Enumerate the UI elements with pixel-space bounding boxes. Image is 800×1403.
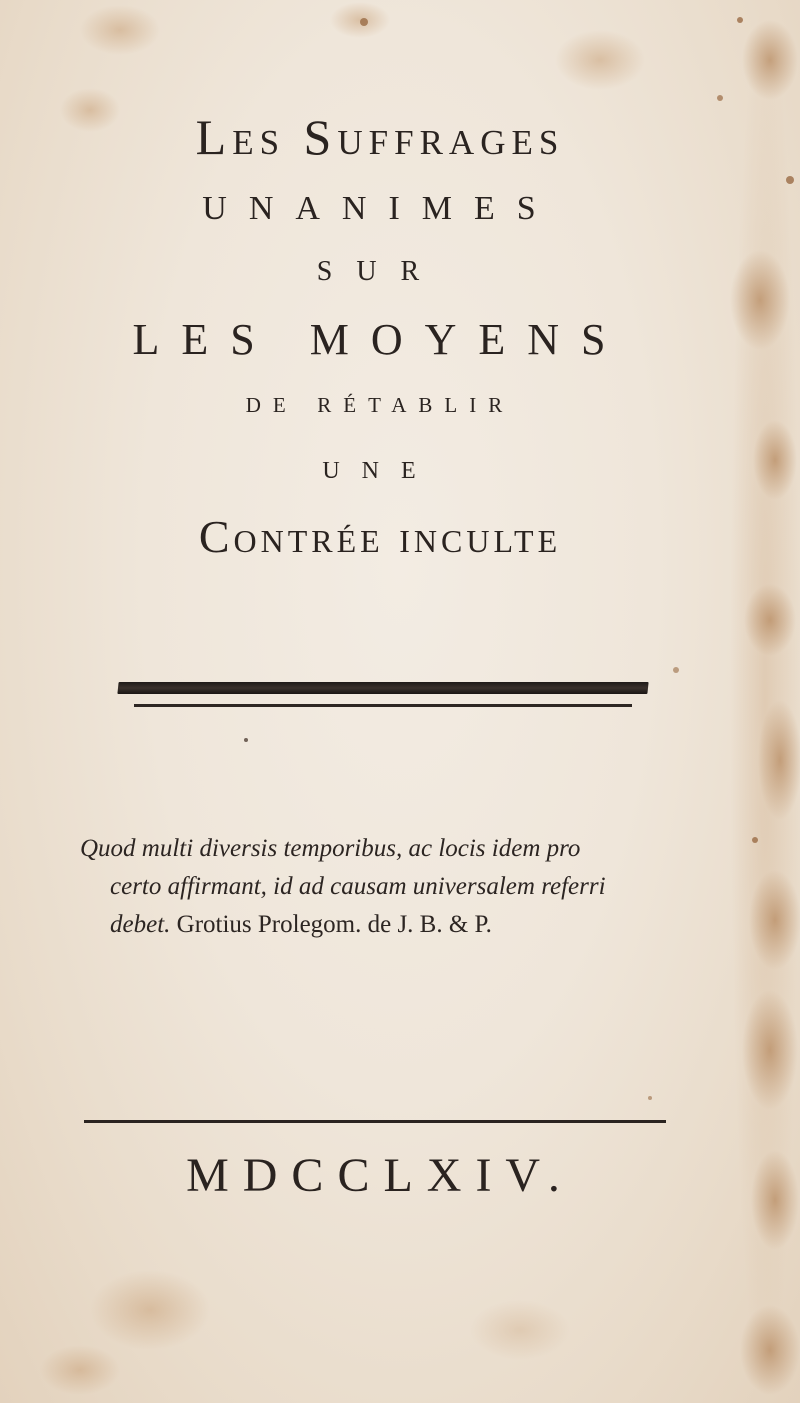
ornamental-rule-thin [134,704,632,707]
title-line-les-moyens: LES MOYENS [132,315,628,364]
title-line-les-suffrages: Les Suffrages [195,109,565,165]
epigraph-line-1: Quod multi diversis temporibus, ac locis idem pro [80,835,581,862]
imprint-rule [84,1120,666,1123]
title-line-une: UNE [322,458,438,484]
ornamental-rule-thick [117,682,648,694]
epigraph-line-2: certo affirmant, id ad causam universalem referri [110,873,606,900]
title-line-de-retablir: de rétablir [245,386,515,419]
imprint-date: MDCCLXIV. [186,1149,574,1202]
epigraph-attribution: Grotius Prolegom. de J. B. & P. [170,911,492,938]
epigraph [80,830,700,944]
epigraph-line-3-italic: debet. [110,911,171,938]
title-line-contree-inculte: Contrée inculte [198,511,562,562]
title-line-sur: SUR [316,256,444,287]
title-line-unanimes: UNANIMES [202,190,558,227]
epigraph-line-3 [80,906,700,944]
